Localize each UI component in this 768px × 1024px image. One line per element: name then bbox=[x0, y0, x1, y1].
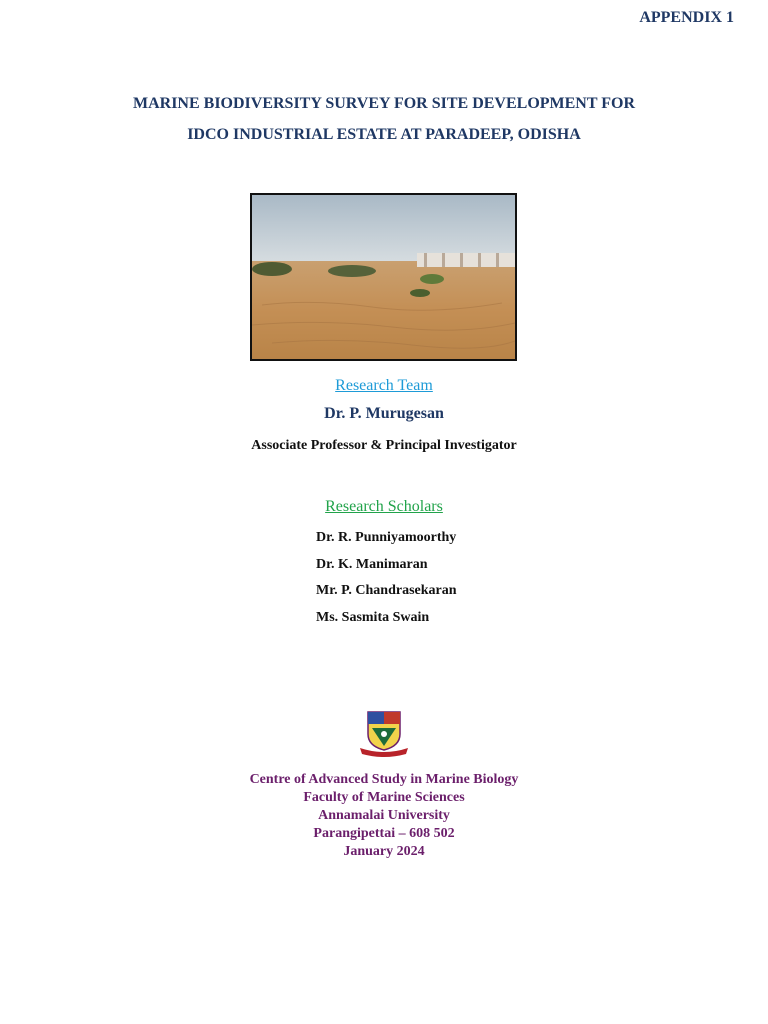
principal-investigator-name: Dr. P. Murugesan bbox=[324, 405, 444, 422]
centre-name: Centre of Advanced Study in Marine Biology bbox=[249, 772, 519, 787]
scholar-name: Ms. Sasmita Swain bbox=[316, 609, 430, 625]
site-photo bbox=[250, 193, 517, 361]
faculty-name: Faculty of Marine Sciences bbox=[303, 790, 465, 805]
scholar-name: Dr. R. Punniyamoorthy bbox=[316, 530, 457, 545]
university-crest-icon bbox=[358, 708, 410, 758]
scholar-name: Dr. K. Manimaran bbox=[316, 556, 428, 572]
appendix-label: APPENDIX 1 bbox=[639, 9, 734, 26]
principal-investigator-role: Associate Professor & Principal Investigator bbox=[251, 438, 517, 453]
scholar-name: Mr. P. Chandrasekaran bbox=[316, 583, 457, 598]
research-scholars-heading: Research Scholars bbox=[325, 498, 443, 515]
university-address: Parangipettai – 608 502 bbox=[313, 826, 455, 841]
research-team-heading: Research Team bbox=[335, 377, 433, 394]
report-date: January 2024 bbox=[343, 844, 425, 859]
report-title-line-2: IDCO INDUSTRIAL ESTATE AT PARADEEP, ODISHA bbox=[187, 126, 581, 143]
report-title-line-1: MARINE BIODIVERSITY SURVEY FOR SITE DEVELOPMENT FOR bbox=[132, 95, 636, 112]
institution-block bbox=[0, 771, 768, 861]
university-name: Annamalai University bbox=[318, 808, 450, 823]
beach-landscape-image bbox=[252, 195, 515, 359]
scholars-list bbox=[316, 530, 457, 636]
